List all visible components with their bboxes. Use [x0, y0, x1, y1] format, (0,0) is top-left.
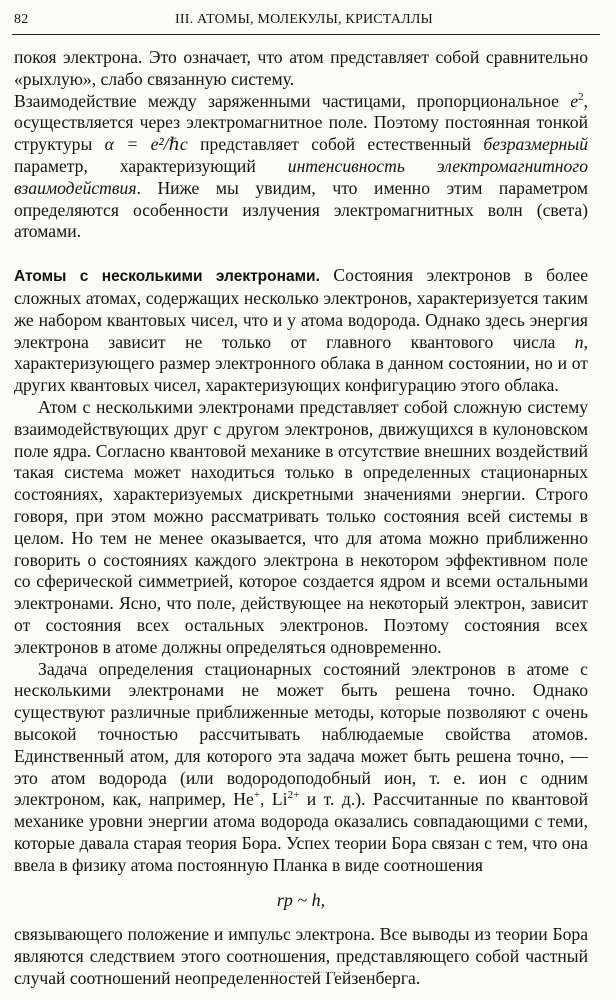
paragraph-interaction: Взаимодействие между заряженными частицами, пропорциональное $e^2$, осуществляется через электромагнитное поле. Поэтому постоянная тонкой структуры α = e²/ℏc представляет собой естественный безразмерный параметр, характеризующий интенсивность электромагнитного взаимодействия. Ниже мы увидим, что именно этим параметром определяются особенности излучения электромагнитных волн (света) атомами.: [14, 90, 588, 242]
fine-structure-formula: α = e²/ℏc: [104, 134, 188, 155]
section-heading: Атомы с несколькими электронами.: [14, 268, 320, 286]
running-title: III. АТОМЫ, МОЛЕКУЛЫ, КРИСТАЛЛЫ: [175, 12, 433, 27]
paragraph-stationary: Задача определения стационарных состояний электронов в атоме с несколькими электронами не может быть решена точно. Однако существуют различные приближенные методы, которые позволяют с очень высокой точностью рассчитывать наблюдаемые свойства атомов. Единственный атом, для которого эта задача может быть решена точно, — это атом водорода (или водородоподобный ион, т. е. ион с одним электроном, как, например, He+, $Li^{2+}$ и т. д.). Рассчитанные по квантовой механике уровни энергии атома водорода оказались совпадающими с теми, которые давала старая теория Бора. Успех теории Бора связан с тем, что она ввела в физику атома постоянную Планка в виде соотношения: [14, 658, 588, 875]
page-number: 82: [14, 12, 29, 27]
paragraph-multi-electron: Атомы с несколькими электронами. Состояния электронов в более сложных атомах, содержащих несколько электронов, характеризуется таким же набором квантовых чисел, что и у атома водорода. Однако здесь энергия электрона зависит не только от главного квантового числа n, характеризующего размер электронного облака в данном состоянии, но и от других квантовых чисел, характеризующих конфигурацию этого облака.: [14, 265, 589, 396]
bottom-dots: [270, 972, 340, 973]
page-header: [14, 12, 594, 34]
paragraph-system: Атом с несколькими электронами представляет собой сложную систему взаимодействующих друг с другом электронов, движущихся в кулоновском поле ядра. Согласно квантовой механике в отсутствие внешних воздействий такая система может находиться только в определенных стационарных состояниях, характеризуемых дискретными значениями энергии. Строго говоря, при этом можно рассматривать только состояния всей системы в целом. Но тем не менее оказывается, что для атома можно приближенно говорить о состояниях каждого электрона в некотором эффективном поле со сферической симметрией, которое создается ядром и всеми остальными электронами. Ясно, что поле, действующее на некоторый электрон, зависит от состояния всех остальных электронов. Поэтому состояния всех электронов в атоме должны определяться одновременно.: [14, 396, 588, 657]
header-rule: [12, 34, 600, 35]
paragraph-continuation: покоя электрона. Это означает, что атом представляет собой сравнительно «рыхлую», слабо связанную систему.: [14, 47, 588, 89]
bohr-relation-formula: rp ~ h,: [276, 890, 326, 911]
paragraph-conclusion: связывающего положение и импульс электрона. Все выводы из теории Бора являются следствием этого соотношения, представляющего собой частный случай соотношений неопределенностей Гейзенберга.: [14, 924, 588, 988]
text-body: [14, 47, 588, 990]
